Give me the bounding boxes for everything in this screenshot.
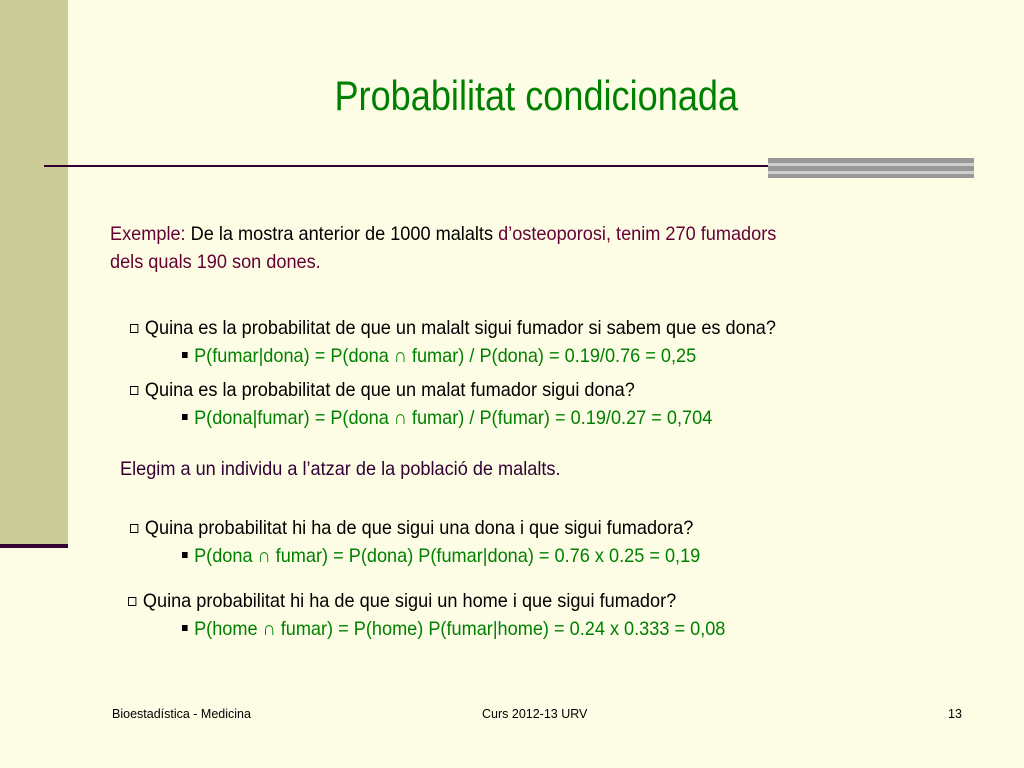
answer-4-text: P(home ∩ fumar) = P(home) P(fumar|home) = 0.24 x 0.333 = 0,08 xyxy=(194,618,726,640)
page-number: 13 xyxy=(948,707,962,721)
example-line-2: dels quals 190 son dones. xyxy=(110,251,321,273)
question-4-text: Quina probabilitat hi ha de que sigui un home i que sigui fumador? xyxy=(142,590,677,612)
filled-square-icon xyxy=(182,352,188,358)
answer-2-text: P(dona|fumar) = P(dona ∩ fumar) / P(fumar) = 0.19/0.27 = 0,704 xyxy=(194,407,713,429)
left-band-divider xyxy=(0,544,68,548)
title-rule xyxy=(44,165,770,167)
answer-3 xyxy=(182,545,700,568)
question-4 xyxy=(128,590,676,613)
answer-2 xyxy=(182,407,712,430)
footer-center: Curs 2012-13 URV xyxy=(482,707,588,721)
filled-square-icon xyxy=(182,414,188,420)
example-text-b: d’osteoporosi xyxy=(498,223,606,245)
title-accent-bar xyxy=(768,158,974,178)
question-1-text: Quina es la probabilitat de que un malalt sigui fumador si sabem que es dona? xyxy=(144,317,776,339)
answer-3-text: P(dona ∩ fumar) = P(dona) P(fumar|dona) = 0.76 x 0.25 = 0,19 xyxy=(194,545,701,567)
question-2-text: Quina es la probabilitat de que un malat fumador sigui dona? xyxy=(144,379,635,401)
example-text-c: , tenim 270 fumadors xyxy=(605,223,777,245)
filled-square-icon xyxy=(182,625,188,631)
slide-title: Probabilitat condicionada xyxy=(334,72,739,119)
left-decorative-band xyxy=(0,0,68,546)
question-2 xyxy=(130,379,635,402)
example-text-a: De la mostra anterior de 1000 malalts xyxy=(185,223,499,245)
hollow-square-icon xyxy=(130,324,138,333)
question-3 xyxy=(130,517,693,540)
question-1 xyxy=(130,317,776,340)
intro-2: Elegim a un individu a l’atzar de la població de malalts. xyxy=(120,458,561,480)
answer-1 xyxy=(182,345,696,368)
hollow-square-icon xyxy=(130,524,138,533)
hollow-square-icon xyxy=(128,597,136,606)
footer-left: Bioestadística - Medicina xyxy=(112,707,251,721)
example-line-1 xyxy=(110,223,776,246)
example-label: Exemple: xyxy=(110,223,186,245)
hollow-square-icon xyxy=(130,386,138,395)
answer-1-text: P(fumar|dona) = P(dona ∩ fumar) / P(dona) = 0.19/0.76 = 0,25 xyxy=(194,345,697,367)
filled-square-icon xyxy=(182,552,188,558)
question-3-text: Quina probabilitat hi ha de que sigui una dona i que sigui fumadora? xyxy=(144,517,694,539)
answer-4 xyxy=(182,618,725,641)
